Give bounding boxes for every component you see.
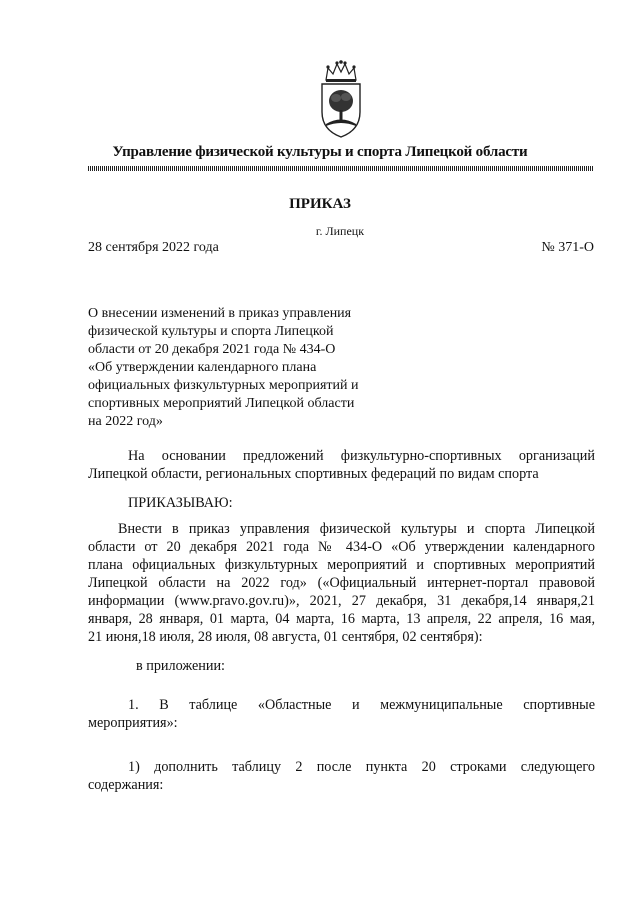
subject-line: области от 20 декабря 2021 года № 434-О (88, 342, 336, 357)
document-number: № 371-О (541, 240, 594, 255)
document-city: г. Липецк (315, 224, 365, 238)
subject-line: О внесении изменений в приказ управления (88, 306, 352, 321)
paragraph-line: На основании предложений физкультурно-спортивных организаций (128, 448, 595, 464)
paragraph-line: 1) дополнить таблицу 2 после пункта 20 строками следующего (128, 759, 595, 775)
basis-paragraph (88, 447, 595, 483)
order-word: ПРИКАЗЫВАЮ: (128, 495, 233, 511)
order-paragraph (88, 494, 595, 512)
subject-line: «Об утверждении календарного плана (88, 360, 317, 375)
item-1-paragraph (88, 696, 595, 732)
subitem-1-paragraph (88, 758, 595, 794)
date-number-line (88, 240, 594, 256)
subject-line: спортивных мероприятий Липецкой области (88, 396, 355, 411)
paragraph-line: 21 июня,18 июля, 28 июля, 08 августа, 01 сентября, 02 сентября): (88, 629, 483, 645)
paragraph-line: мероприятия»: (88, 715, 178, 731)
document-subject (88, 305, 408, 431)
paragraph-line: плана официальных физкультурных мероприятий и спортивных мероприятий (88, 557, 595, 573)
paragraph-line: Внести в приказ управления физической культуры и спорта Липецкой (118, 521, 595, 537)
document-type: ПРИКАЗ (289, 196, 351, 212)
paragraph-line: содержания: (88, 777, 164, 793)
paragraph-line: Липецкой области, региональных спортивных федераций по видам спорта (88, 466, 539, 482)
lipetsk-coat-of-arms-icon (316, 60, 366, 140)
subject-line: физической культуры и спорта Липецкой (88, 324, 334, 339)
paragraph-line: в приложении: (136, 658, 225, 674)
amend-paragraph (88, 520, 595, 646)
annex-paragraph (88, 657, 595, 675)
paragraph-line: области от 20 декабря 2021 года № 434-О «Об утверждении календарного (88, 539, 595, 555)
paragraph-line: января, 28 января, 01 марта, 04 марта, 16 марта, 13 апреля, 22 апреля, 16 мая, (88, 611, 595, 627)
subject-line: официальных физкультурных мероприятий и (88, 378, 359, 393)
subject-line: на 2022 год» (88, 414, 163, 429)
paragraph-line: Липецкой области на 2022 год» («Официальный интернет-портал правовой (88, 575, 595, 591)
paragraph-line: 1. В таблице «Областные и межмуниципальные спортивные (128, 697, 595, 713)
organization-title: Управление физической культуры и спорта Липецкой области (112, 144, 528, 160)
document-date: 28 сентября 2022 года (88, 240, 219, 255)
header-divider (88, 166, 594, 171)
paragraph-line: информации (www.pravo.gov.ru)», 2021, 27 декабря, 31 декабря,14 января,21 (88, 593, 595, 609)
